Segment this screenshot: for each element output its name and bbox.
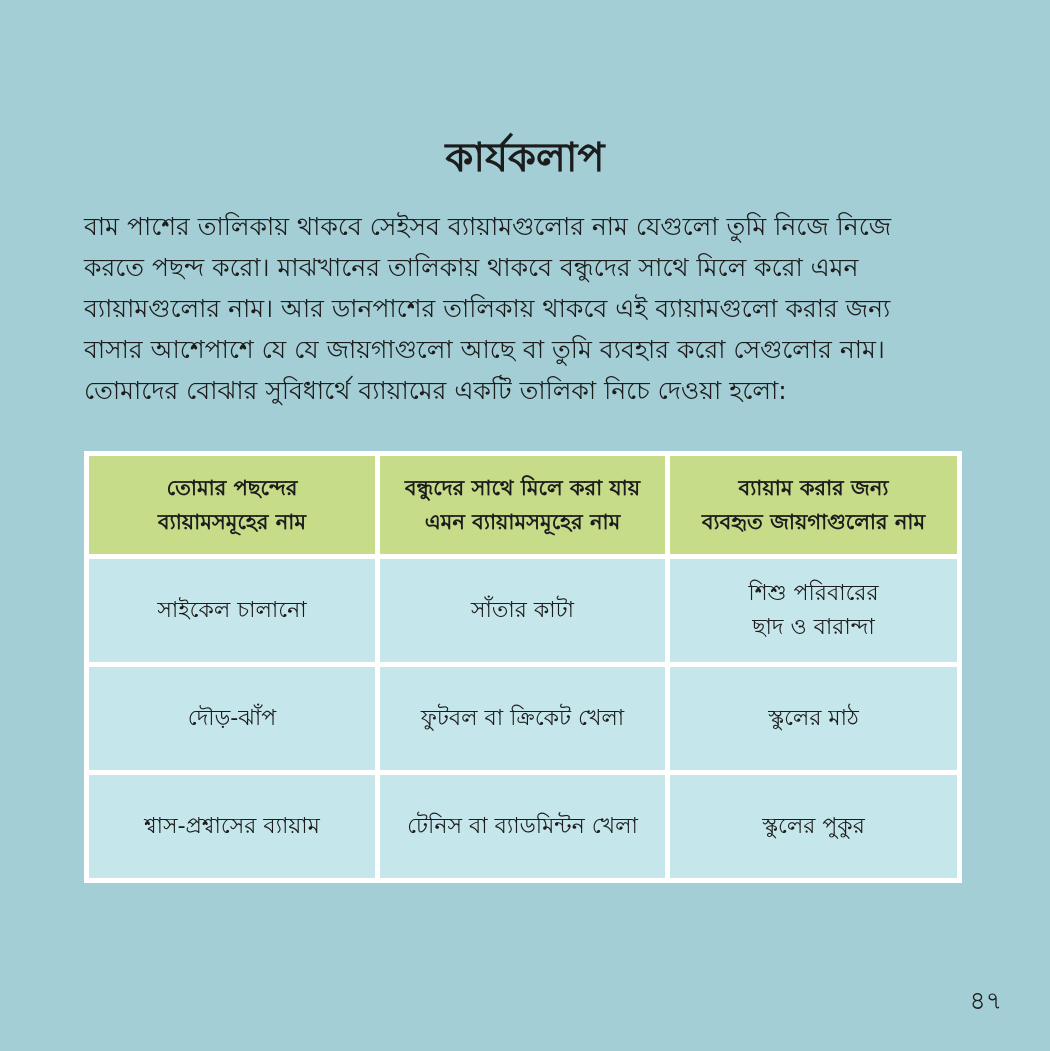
table-cell — [668, 665, 960, 773]
table-row — [87, 665, 960, 773]
page-title: কার্যকলাপ — [445, 135, 605, 181]
cell-text: ফুটবল বা ক্রিকেট খেলা — [420, 705, 625, 731]
intro-line: করতে পছন্দ করো। মাঝখানের তালিকায় থাকবে বন্ধুদের সাথে মিলে করো এমন — [84, 253, 859, 282]
header-group-exercises — [378, 454, 668, 557]
cell-text: ছাদ ও বারান্দা — [752, 614, 875, 640]
table-cell — [87, 665, 378, 773]
cell-text: স্কুলের পুকুর — [762, 813, 865, 839]
exercise-table — [84, 451, 962, 883]
cell-text: শ্বাস-প্রশ্বাসের ব্যায়াম — [144, 813, 320, 839]
intro-line: বাম পাশের তালিকায় থাকবে সেইসব ব্যায়ামগুলোর নাম যেগুলো তুমি নিজে নিজে — [84, 212, 892, 241]
table-header-row — [87, 454, 960, 557]
table-cell — [378, 665, 668, 773]
header-line: এমন ব্যায়ামসমূহের নাম — [424, 510, 621, 534]
header-line: তোমার পছন্দের — [166, 476, 298, 500]
intro-paragraph — [84, 206, 974, 411]
table-row — [87, 557, 960, 665]
table-row — [87, 773, 960, 881]
table-cell — [378, 557, 668, 665]
header-favorite-exercises — [87, 454, 378, 557]
table-cell — [378, 773, 668, 881]
cell-text: স্কুলের মাঠ — [768, 705, 859, 731]
intro-line: ব্যায়ামগুলোর নাম। আর ডানপাশের তালিকায় থাকবে এই ব্যায়ামগুলো করার জন্য — [84, 294, 891, 323]
header-line: ব্যবহৃত জায়গাগুলোর নাম — [701, 510, 926, 534]
cell-text: টেনিস বা ব্যাডমিন্টন খেলা — [407, 813, 638, 839]
header-line: ব্যায়ামসমূহের নাম — [157, 510, 307, 534]
header-line: বন্ধুদের সাথে মিলে করা যায় — [404, 476, 641, 500]
cell-text: সাঁতার কাটা — [470, 597, 575, 623]
table-cell — [668, 773, 960, 881]
table-cell — [668, 557, 960, 665]
cell-text: দৌড়-ঝাঁপ — [187, 705, 277, 731]
intro-line: বাসার আশেপাশে যে যে জায়গাগুলো আছে বা তুমি ব্যবহার করো সেগুলোর নাম। — [84, 335, 885, 364]
intro-line: তোমাদের বোঝার সুবিধার্থে ব্যায়ামের একটি তালিকা নিচে দেওয়া হলো: — [84, 376, 787, 405]
cell-text: শিশু পরিবারের — [748, 580, 879, 606]
header-exercise-places — [668, 454, 960, 557]
cell-text: সাইকেল চালানো — [157, 597, 307, 623]
table-cell — [87, 557, 378, 665]
page-number: ৪৭ — [969, 986, 1002, 1015]
table-cell — [87, 773, 378, 881]
header-line: ব্যায়াম করার জন্য — [738, 476, 889, 500]
